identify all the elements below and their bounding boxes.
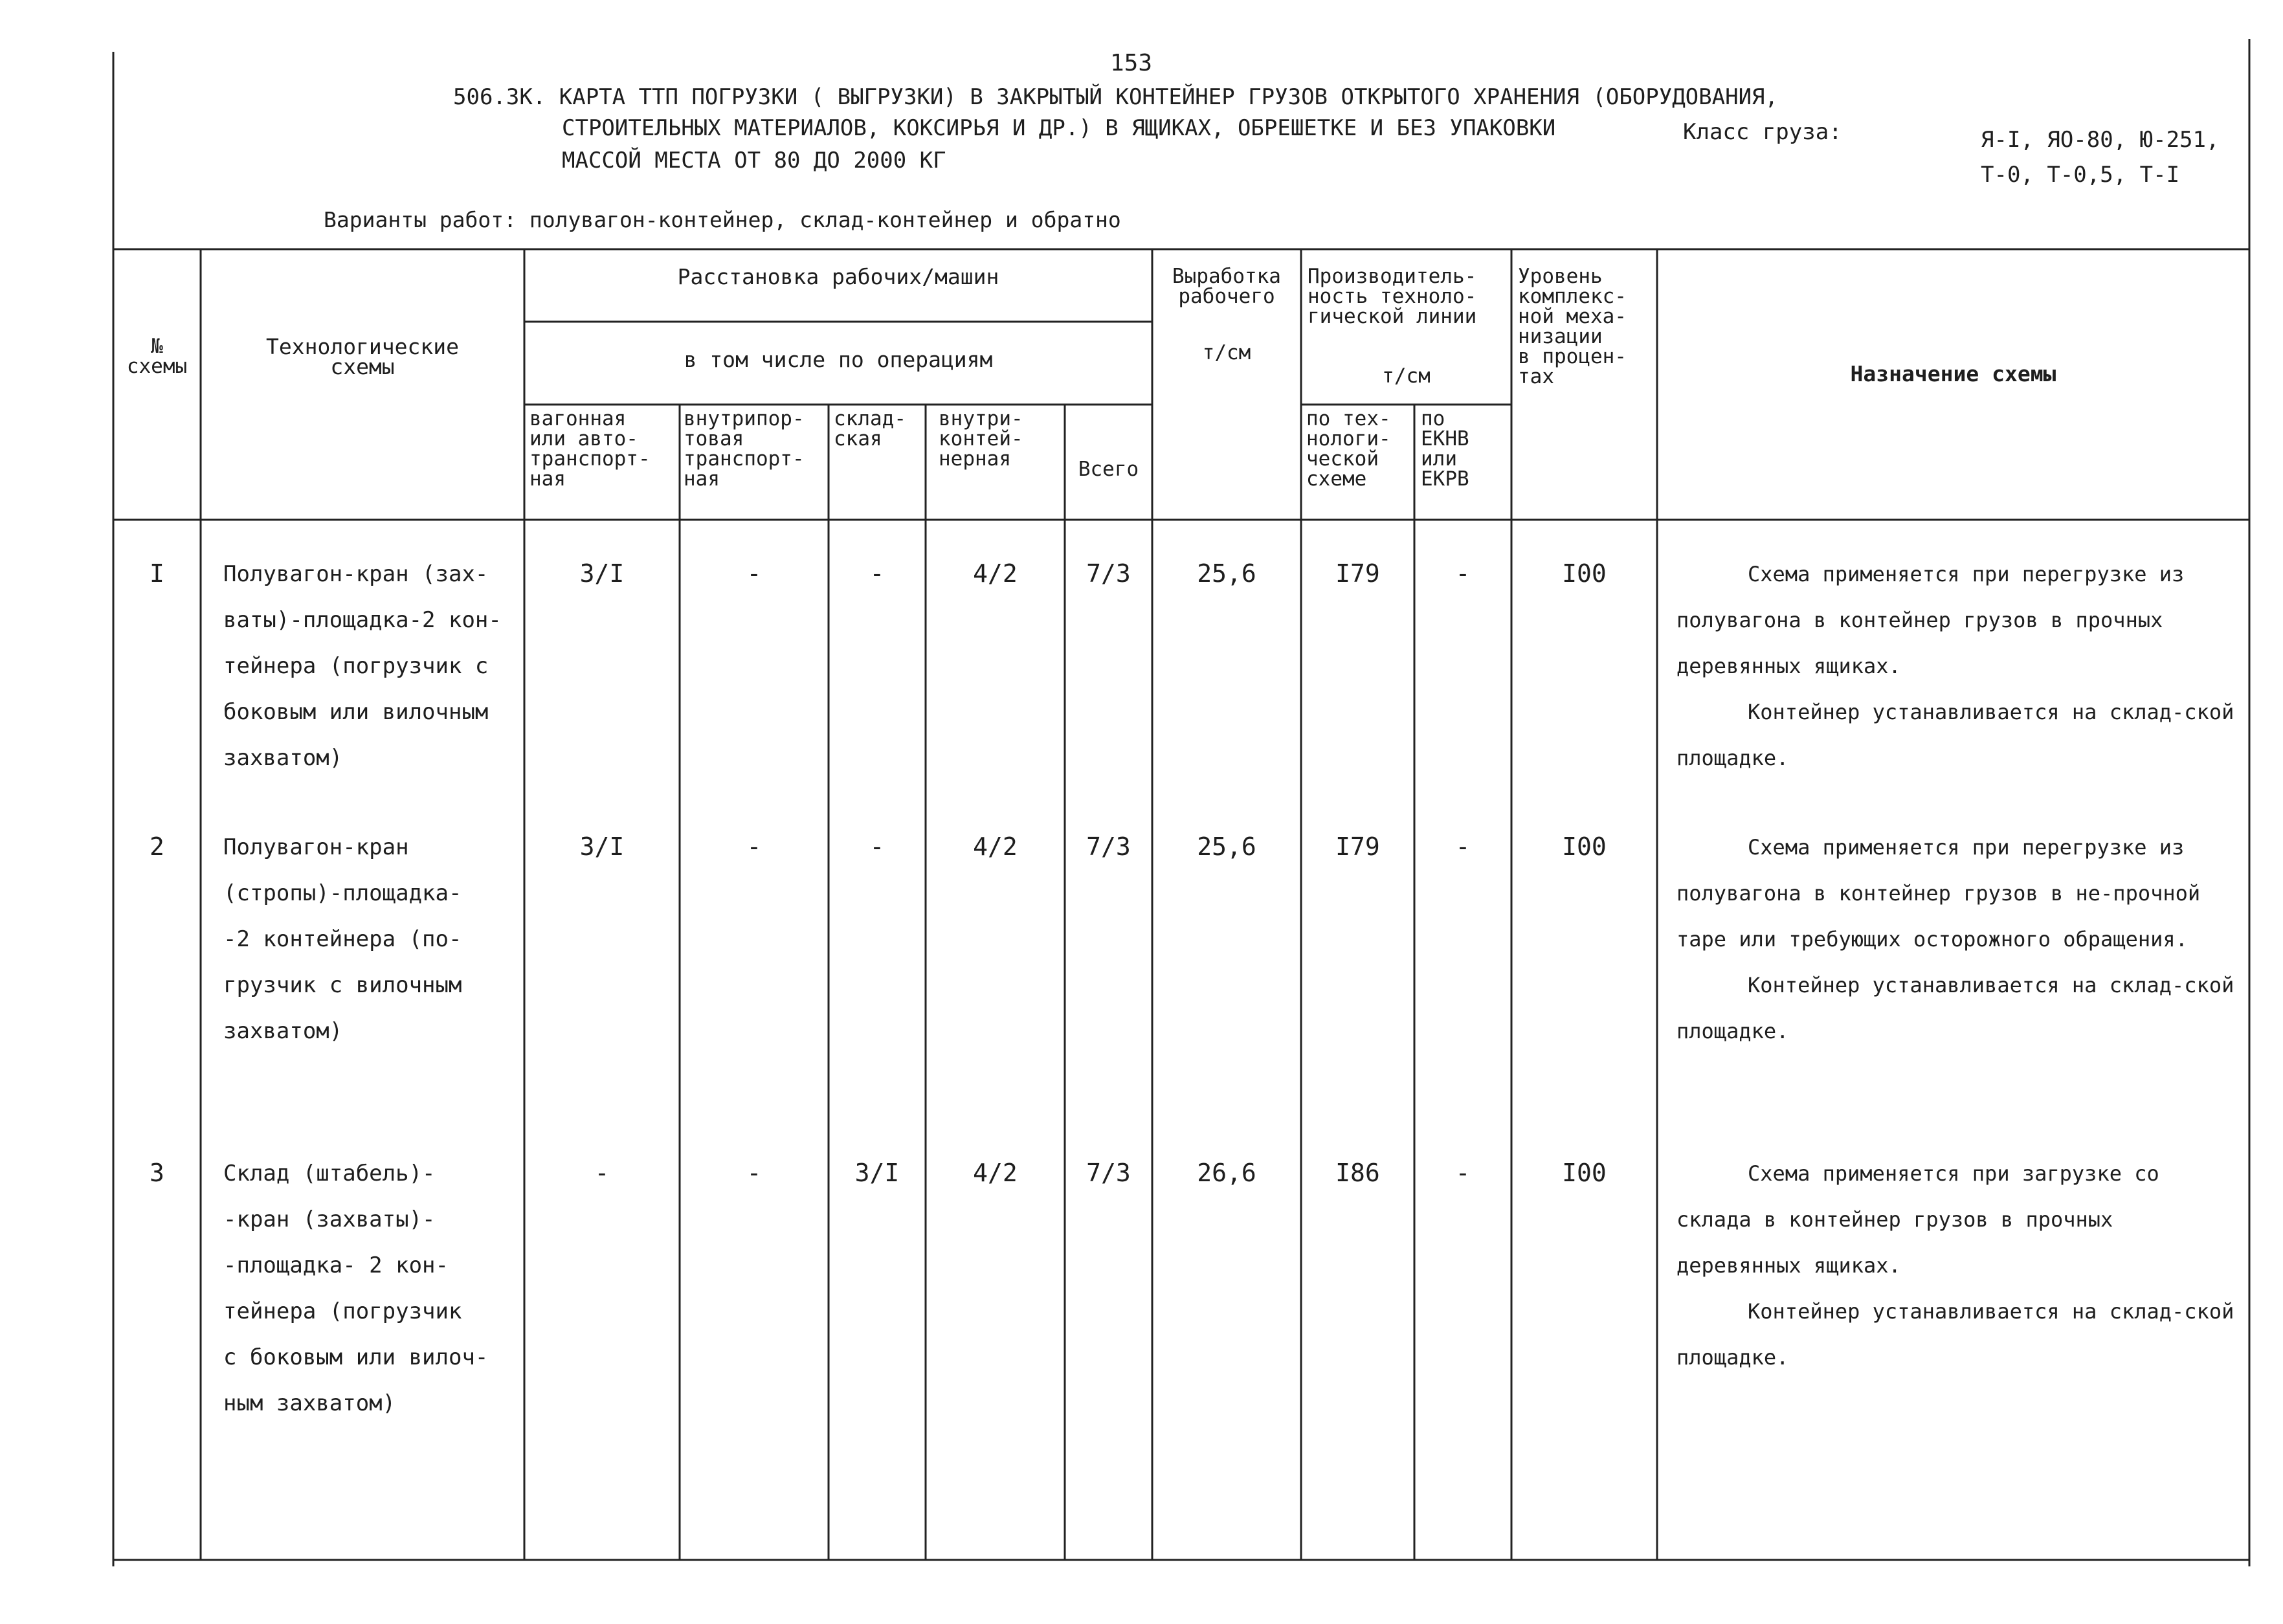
document-title-line-1: 506.3К. КАРТА ТТП ПОГРУЗКИ ( ВЫГРУЗКИ) В ЗАКРЫТЫЙ КОНТЕЙНЕР ГРУЗОВ ОТКРЫТОГО ХРАНЕНИЯ (ОБОРУДОВАНИЯ, [453,84,1778,110]
row-2-intracontainer: 4/2 [973,832,1018,861]
header-op-wagon: вагонная или авто- транспорт- ная [529,407,651,491]
header-placement: Расстановка рабочих/машин [677,264,999,289]
row-1-scheme: Полувагон-кран (зах- ваты)-площадка-2 кон- тейнера (погрузчик с боковым или вилочным захватом) [223,561,502,771]
row-1-prod-scheme: I79 [1335,559,1380,588]
row-2-warehouse: - [869,832,885,861]
document-title-line-3: МАССОЙ МЕСТА ОТ 80 ДО 2000 КГ [562,148,946,173]
row-1-total: 7/3 [1086,559,1131,588]
row-3-wagon: - [594,1159,610,1187]
header-prod-by-ekrv: по ЕКНВ или ЕКРВ [1421,407,1469,491]
row-1-output: 25,6 [1197,559,1256,588]
cargo-class-label: Класс груза: [1683,119,1842,145]
row-1-warehouse: - [869,559,885,588]
header-op-intracontainer: внутри- контей- нерная [939,407,1023,471]
header-productivity-unit: т/см [1382,364,1431,388]
row-3-no: 3 [150,1159,164,1187]
row-2-prod-ekrv: - [1455,832,1471,861]
header-op-total: Всего [1078,458,1139,481]
row-1-wagon: 3/I [579,559,625,588]
work-variants: Варианты работ: полувагон-контейнер, склад-контейнер и обратно [324,207,1121,232]
row-1-intraport: - [746,559,762,588]
row-2-total: 7/3 [1086,832,1131,861]
row-3-output: 26,6 [1197,1159,1256,1187]
row-3-intraport: - [746,1159,762,1187]
cargo-class-line-1: Я-I, ЯО-80, Ю-251, [1981,127,2220,153]
row-3-scheme: Склад (штабель)- -кран (захваты)- -площадка- 2 кон- тейнера (погрузчик с боковым или вилоч- ным захватом) [223,1161,489,1416]
row-1-purpose-text-1: Схема применяется при перегрузке из полувагона в контейнер грузов в прочных деревянных ящиках. [1676,562,2185,678]
row-2-prod-scheme: I79 [1335,832,1380,861]
row-1-no: I [150,559,164,588]
header-output-unit: т/см [1202,341,1251,364]
header-scheme-no: № схемы [126,335,188,378]
row-2-wagon: 3/I [579,832,625,861]
row-3-intracontainer: 4/2 [973,1159,1018,1187]
row-2-output: 25,6 [1197,832,1256,861]
row-3-purpose [1676,1151,2246,1381]
row-1-prod-ekrv: - [1455,559,1471,588]
row-1-mech: I00 [1562,559,1607,588]
row-2-mech: I00 [1562,832,1607,861]
header-prod-by-scheme: по тех- нологи- ческой схеме [1306,407,1391,491]
header-op-intraport: внутрипор- товая транспорт- ная [684,407,805,491]
row-3-purpose-text-2: Контейнер устанавливается на склад-ской площадке. [1676,1299,2234,1370]
header-productivity: Производитель- ность техноло- гической линии [1308,265,1477,328]
row-1-intracontainer: 4/2 [973,559,1018,588]
page-number: 153 [1110,50,1153,76]
row-3-prod-scheme: I86 [1335,1159,1380,1187]
row-3-purpose-text-1: Схема применяется при загрузке со склада в контейнер грузов в прочных деревянных ящиках. [1676,1161,2159,1278]
row-3-total: 7/3 [1086,1159,1131,1187]
header-purpose: Назначение схемы [1850,361,2056,386]
row-3-warehouse: 3/I [854,1159,900,1187]
row-2-scheme: Полувагон-кран (стропы)-площадка- -2 контейнера (по- грузчик с вилочным захватом) [223,834,462,1044]
row-2-purpose-text-1: Схема применяется при перегрузке из полувагона в контейнер грузов в не-прочной таре или требующих осторожного обращения. [1676,835,2201,951]
row-2-purpose-text-2: Контейнер устанавливается на склад-ской площадке. [1676,973,2234,1043]
row-1-purpose-text-2: Контейнер устанавливается на склад-ской площадке. [1676,700,2234,770]
header-tech-schemes: Технологические схемы [265,334,459,379]
row-2-no: 2 [150,832,164,861]
header-mechanization: Уровень комплекс- ной меха- низации в процен- тах [1518,265,1627,388]
document-title-line-2: СТРОИТЕЛЬНЫХ МАТЕРИАЛОВ, КОКСИРЬЯ И ДР.) В ЯЩИКАХ, ОБРЕШЕТКЕ И БЕЗ УПАКОВКИ [562,115,1556,141]
header-by-operations: в том числе по операциям [684,347,993,372]
row-3-mech: I00 [1562,1159,1607,1187]
row-2-intraport: - [746,832,762,861]
cargo-class-line-2: Т-0, Т-0,5, Т-I [1981,162,2180,188]
header-output: Выработка рабочего [1172,265,1281,308]
header-op-warehouse: склад- ская [834,407,906,450]
row-3-prod-ekrv: - [1455,1159,1471,1187]
row-2-purpose [1676,825,2246,1054]
row-1-purpose [1676,551,2246,781]
